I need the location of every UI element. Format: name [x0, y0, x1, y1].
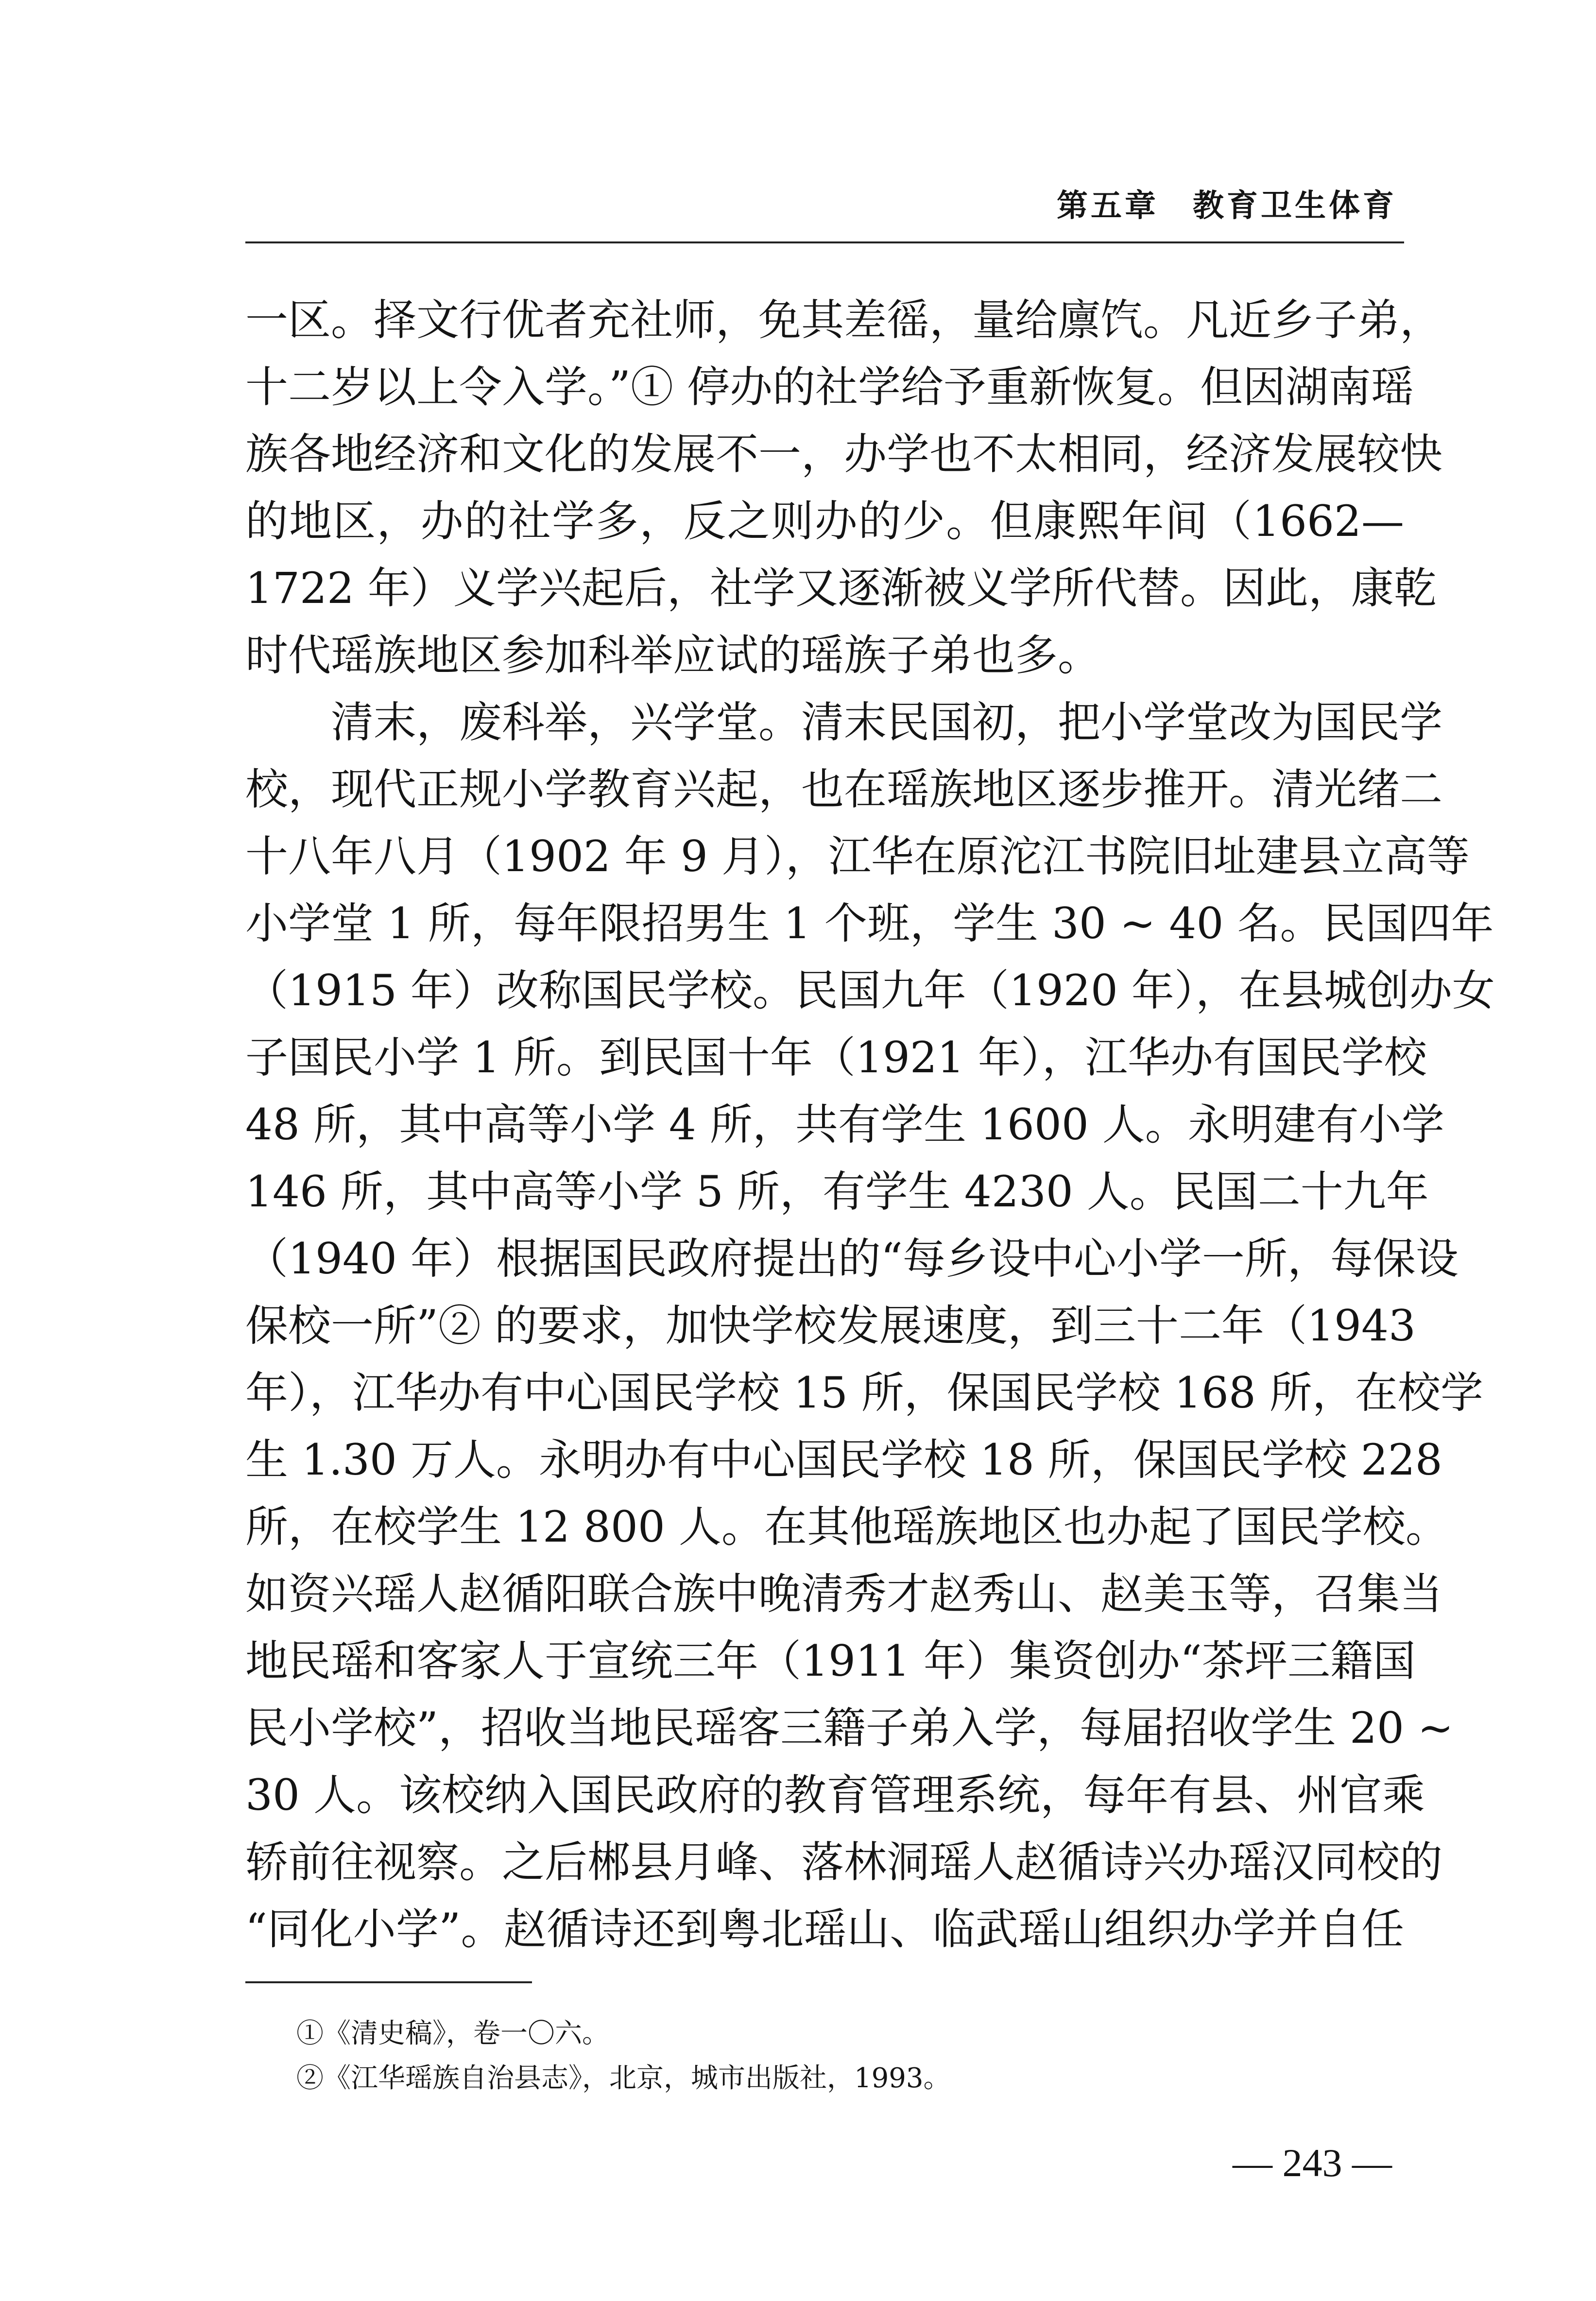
text-line: 年），江华办有中心国民学校 15 所，保国民学校 168 所，在校学 [245, 1368, 1483, 1418]
text-line: 生 1.30 万人。永明办有中心国民学校 18 所，保国民学校 228 [245, 1435, 1442, 1485]
text-line: 一区。择文行优者充社师，免其差徭，量给廪饩。凡近乡子弟， [245, 295, 1443, 345]
footnote-rule [245, 1981, 532, 1983]
text-line: 小学堂 1 所，每年限招男生 1 个班，学生 30 ~ 40 名。民国四年 [245, 898, 1494, 948]
text-line: 1722 年）义学兴起后，社学又逐渐被义学所代替。因此，康乾 [245, 563, 1437, 613]
running-head: 第五章 教育卫生体育 [1057, 188, 1397, 224]
text-line: 的地区，办的社学多，反之则办的少。但康熙年间（1662— [245, 496, 1404, 546]
text-line: 族各地经济和文化的发展不一，办学也不太相同，经济发展较快 [245, 429, 1443, 479]
footnote: ②《江华瑶族自治县志》，北京，城市出版社，1993。 [296, 2062, 951, 2094]
text-line: 146 所，其中高等小学 5 所，有学生 4230 人。民国二十九年 [245, 1167, 1429, 1217]
text-line: 保校一所”② 的要求，加快学校发展速度，到三十二年（1943 [245, 1301, 1416, 1351]
body-text [245, 287, 1495, 1963]
text-line: 如资兴瑶人赵循阳联合族中晚清秀才赵秀山、赵美玉等，召集当 [245, 1569, 1443, 1619]
text-line: 清末，废科举，兴学堂。清末民国初，把小学堂改为国民学 [331, 697, 1443, 747]
text-line: 十八年八月（1902 年 9 月），江华在原沱江书院旧址建县立高等 [245, 831, 1470, 881]
footnotes [296, 2011, 1365, 2101]
text-line: 十二岁以上令入学。”① 停办的社学给予重新恢复。但因湖南瑶 [245, 362, 1414, 412]
text-line: 48 所，其中高等小学 4 所，共有学生 1600 人。永明建有小学 [245, 1099, 1444, 1150]
text-line: “同化小学”。赵循诗还到粤北瑶山、临武瑶山组织办学并自任 [245, 1904, 1404, 1954]
text-line: 子国民小学 1 所。到民国十年（1921 年），江华办有国民学校 [245, 1032, 1427, 1082]
text-line: 30 人。该校纳入国民政府的教育管理系统，每年有县、州官乘 [245, 1770, 1425, 1820]
text-line: 校，现代正规小学教育兴起，也在瑶族地区逐步推开。清光绪二 [245, 764, 1443, 814]
text-line: 地民瑶和客家人于宣统三年（1911 年）集资创办“茶坪三籍国 [245, 1636, 1416, 1686]
page-number: — 243 — [1233, 2141, 1392, 2185]
text-line: 民小学校”，招收当地民瑶客三籍子弟入学，每届招收学生 20 ~ [245, 1703, 1454, 1753]
text-line: 所，在校学生 12 800 人。在其他瑶族地区也办起了国民学校。 [245, 1502, 1448, 1552]
text-line: 时代瑶族地区参加科举应试的瑶族子弟也多。 [245, 630, 1101, 680]
header-rule [245, 241, 1404, 243]
text-line: （1915 年）改称国民学校。民国九年（1920 年），在县城创办女 [245, 965, 1495, 1015]
footnote: ①《清史稿》，卷一〇六。 [296, 2018, 609, 2049]
text-line: （1940 年）根据国民政府提出的“每乡设中心小学一所，每保设 [245, 1234, 1459, 1284]
text-line: 轿前往视察。之后郴县月峰、落林洞瑶人赵循诗兴办瑶汉同校的 [245, 1837, 1443, 1887]
